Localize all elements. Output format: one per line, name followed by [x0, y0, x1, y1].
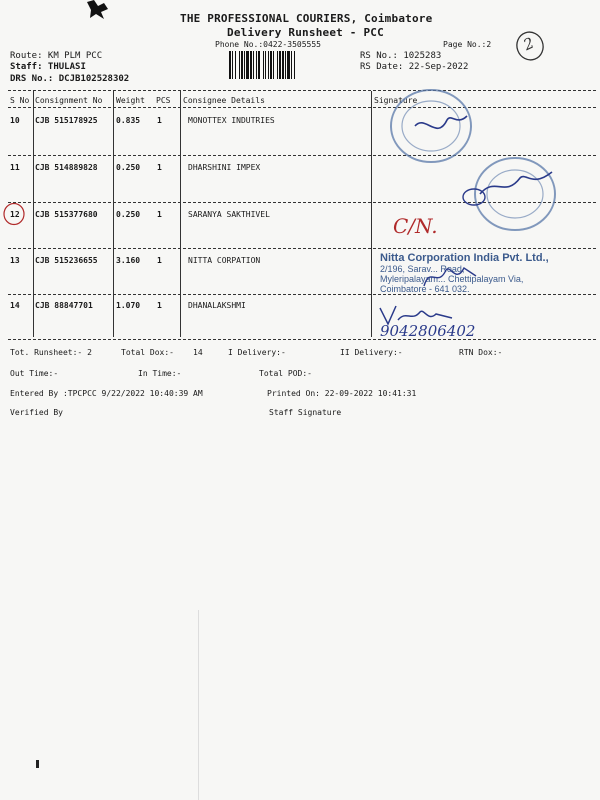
header-signature: Signature [374, 96, 418, 105]
row-consignment: CJB 515377680 [35, 210, 98, 219]
row-weight: 0.250 [116, 163, 141, 172]
header-sno: S No [10, 96, 30, 105]
in-time: In Time:- [138, 369, 182, 378]
total-dox-label: Total Dox:- [121, 348, 174, 357]
row-pcs: 1 [157, 116, 162, 125]
printed-on: Printed On: 22-09-2022 10:41:31 [267, 389, 417, 398]
row-consignment: CJB 88847701 [35, 301, 93, 310]
row-weight: 1.070 [116, 301, 141, 310]
header-consignment: Consignment No [35, 96, 103, 105]
row-pcs: 1 [157, 256, 162, 265]
company-stamp-round [460, 150, 560, 234]
drs-number: DRS No.: DCJB102528302 [10, 74, 130, 84]
rs-number: RS No.: 1025283 [360, 51, 442, 61]
row-consignment: CJB 515178925 [35, 116, 98, 125]
total-dox-value: 14 [193, 348, 203, 357]
signature-scribble [420, 262, 480, 292]
phone-number: Phone No.:0422-3505555 [215, 40, 321, 49]
entered-by: Entered By :TPCPCC 9/22/2022 10:40:39 AM [10, 389, 203, 398]
nitta-stamp [380, 252, 596, 298]
header-pcs: PCS [156, 96, 171, 105]
page-mark-circled [514, 30, 546, 62]
cn-handwritten-note: C/N. [393, 214, 438, 238]
row-sno: 10 [10, 116, 20, 125]
nitta-stamp-line3: Coimbatore - 641 032. [380, 284, 470, 294]
row-rule [8, 248, 596, 249]
scan-artifact-mark [36, 760, 39, 768]
scan-artifact-line [198, 610, 199, 800]
rs-date: RS Date: 22-Sep-2022 [360, 62, 469, 72]
row-sno: 13 [10, 256, 20, 265]
nitta-stamp-line1: 2/196, Sarav... Road, [380, 264, 465, 274]
document-title: Delivery Runsheet - PCC [227, 26, 384, 39]
tot-runsheet: Tot. Runsheet:- 2 [10, 348, 92, 357]
total-pod: Total POD:- [259, 369, 312, 378]
row-consignment: CJB 514889828 [35, 163, 98, 172]
row-consignee: NITTA CORPATION [188, 256, 261, 265]
barcode-bar [294, 51, 295, 79]
row-consignment: CJB 515236655 [35, 256, 98, 265]
table-header-rule [8, 107, 596, 108]
company-name: THE PROFESSIONAL COURIERS, Coimbatore [180, 12, 433, 25]
row-pcs: 1 [157, 163, 162, 172]
out-time: Out Time:- [10, 369, 59, 378]
row-sno: 11 [10, 163, 20, 172]
row-weight: 3.160 [116, 256, 141, 265]
row-weight: 0.250 [116, 210, 141, 219]
rtn-dox: RTN Dox:- [459, 348, 503, 357]
nitta-stamp-line2: Myleripalayam... Chettipalayam Via, [380, 274, 524, 284]
row-sno: 14 [10, 301, 20, 310]
circled-row-mark [2, 202, 26, 226]
page-number: Page No.:2 [443, 40, 492, 49]
i-delivery: I Delivery:- [228, 348, 286, 357]
table-bottom-rule [8, 339, 596, 340]
row-pcs: 1 [157, 210, 162, 219]
barcode [229, 51, 349, 79]
phone-handwritten: 9042806402 [380, 322, 476, 340]
ink-smudge [84, 0, 110, 20]
staff-label: Staff: THULASI [10, 62, 86, 72]
route-label: Route: KM PLM PCC [10, 51, 103, 61]
table-row [8, 114, 596, 154]
row-weight: 0.835 [116, 116, 141, 125]
table-top-rule [8, 90, 596, 91]
row-sno: 12 [10, 210, 20, 219]
page-mark-text: 2 [520, 33, 537, 55]
row-consignee: SARANYA SAKTHIVEL [188, 210, 270, 219]
header-consignee: Consignee Details [183, 96, 265, 105]
table-row [8, 298, 596, 338]
row-consignee: DHANALAKSHMI [188, 301, 246, 310]
ii-delivery: II Delivery:- [340, 348, 403, 357]
staff-signature: Staff Signature [269, 408, 342, 417]
header-weight: Weight [116, 96, 145, 105]
row-consignee: MONOTTEX INDUTRIES [188, 116, 275, 125]
nitta-stamp-name: Nitta Corporation India Pvt. Ltd., [380, 252, 549, 264]
row-consignee: DHARSHINI IMPEX [188, 163, 261, 172]
verified-by: Verified By [10, 408, 63, 417]
row-pcs: 1 [157, 301, 162, 310]
